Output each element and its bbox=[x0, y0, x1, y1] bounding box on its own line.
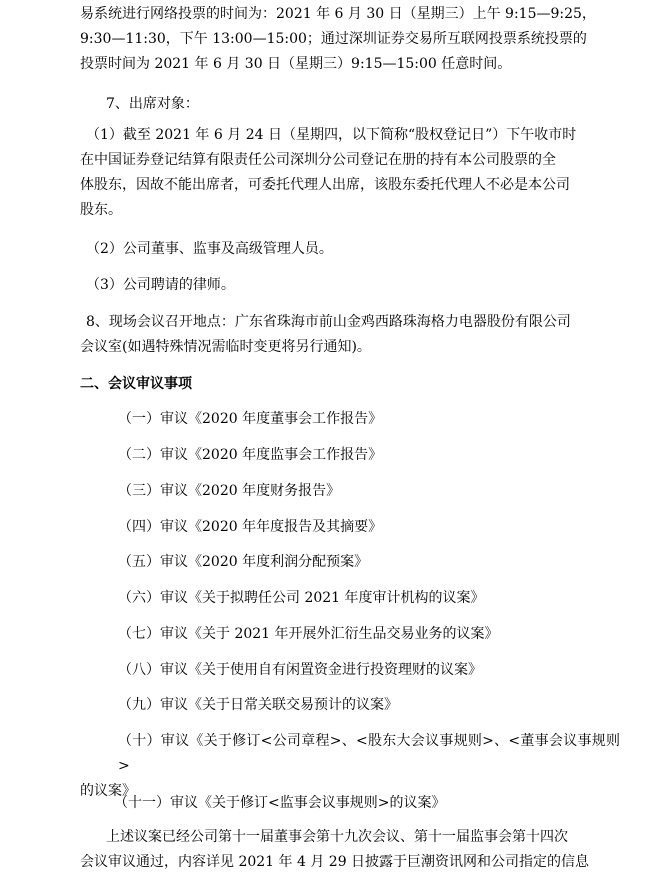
text-line: 体股东，因故不能出席者，可委托代理人出席，该股东委托代理人不必是本公司 bbox=[80, 177, 570, 193]
voting-time-paragraph bbox=[80, 2, 620, 77]
text-line: 会议室(如遇特殊情况需临时变更将另行通知)。 bbox=[80, 339, 371, 355]
list-item: （四）审议《2020 年年度报告及其摘要》 bbox=[118, 519, 383, 535]
text-line: 会议审议通过，内容详见 2021 年 4 月 29 日披露于巨潮资讯网和公司指定的信息 bbox=[80, 854, 590, 870]
list-item: （三）审议《2020 年度财务报告》 bbox=[118, 483, 341, 499]
closing-paragraph bbox=[80, 825, 620, 875]
list-item: （一）审议《2020 年度董事会工作报告》 bbox=[118, 411, 383, 427]
text-line: （十）审议《关于修订<公司章程>、<股东大会议事规则>、<董事会议事规则> bbox=[118, 733, 620, 774]
list-item: （六）审议《关于拟聘任公司 2021 年度审计机构的议案》 bbox=[118, 590, 485, 606]
attendees-title: 7、出席对象： bbox=[106, 96, 199, 112]
list-item: （九）审议《关于日常关联交易预计的议案》 bbox=[118, 697, 398, 713]
text-line: 在中国证券登记结算有限责任公司深圳分公司登记在册的持有本公司股票的全 bbox=[80, 152, 556, 168]
text-line: 9:30—11:30，下午 13:00—15:00；通过深圳证券交易所互联网投票系统投票的 bbox=[80, 31, 587, 47]
list-item: （八）审议《关于使用自有闲置资金进行投资理财的议案》 bbox=[118, 662, 482, 678]
text-line: 投票时间为 2021 年 6 月 30 日（星期三）9:15—15:00 任意时间。 bbox=[80, 56, 512, 72]
attendees-p3: （3）公司聘请的律师。 bbox=[86, 277, 235, 293]
venue-paragraph bbox=[80, 310, 620, 360]
text-line: 股东。 bbox=[80, 202, 122, 218]
text-line: （1）截至 2021 年 6 月 24 日（星期四，以下简称“股权登记日”）下午收市时 bbox=[86, 127, 577, 143]
attendees-p1 bbox=[80, 123, 620, 223]
list-item: （五）审议《2020 年度利润分配预案》 bbox=[118, 554, 369, 570]
attendees-p2: （2）公司董事、监事及高级管理人员。 bbox=[86, 241, 333, 257]
list-item: （二）审议《2020 年度监事会工作报告》 bbox=[118, 447, 383, 463]
text-line: 易系统进行网络投票的时间为：2021 年 6 月 30 日（星期三）上午 9:15—9:25， bbox=[80, 6, 596, 22]
list-item-11: （十一）审议《关于修订<监事会议事规则>的议案》 bbox=[114, 795, 446, 811]
text-line: 8、现场会议召开地点：广东省珠海市前山金鸡西路珠海格力电器股份有限公司 bbox=[86, 314, 571, 330]
text-line: 上述议案已经公司第十一届董事会第十九次会议、第十一届监事会第十四次 bbox=[106, 829, 568, 845]
list-item: （七）审议《关于 2021 年开展外汇衍生品交易业务的议案》 bbox=[118, 626, 499, 642]
section-heading: 二、会议审议事项 bbox=[80, 376, 192, 392]
text-line: 的议案》 bbox=[80, 783, 136, 799]
